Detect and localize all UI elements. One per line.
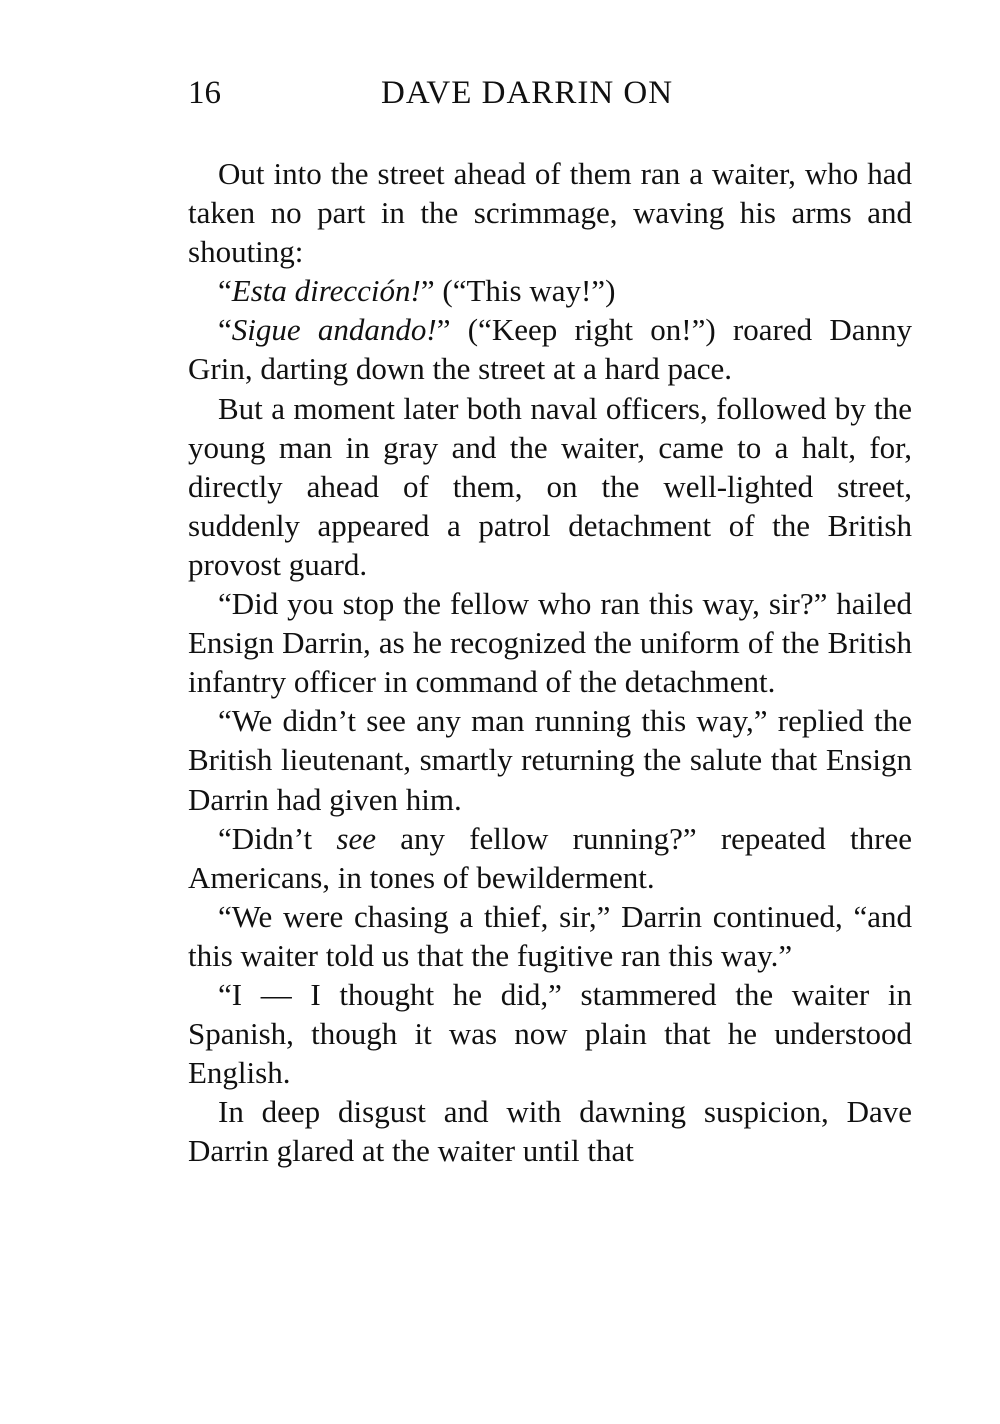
spanish-phrase: Sigue andando! <box>231 312 437 348</box>
paragraph-esta-direccion: “Esta dirección!” (“This way!”) <box>218 273 616 309</box>
paragraph-lieutenant-replies: “We didn’t see any man running this way,” replied the British lieutenant, smartly returning the salute that Ensign Darrin had given him. <box>188 703 912 817</box>
page-number: 16 <box>188 75 221 111</box>
running-head <box>188 70 912 116</box>
paragraph-americans-repeat: “Didn’t see any fellow running?” repeated three Americans, in tones of bewilderment. <box>188 820 912 895</box>
running-title: DAVE DARRIN ON <box>381 75 674 111</box>
body-text <box>188 154 912 1170</box>
paragraph-patrol-appears: But a moment later both naval officers, followed by the young man in gray and the waiter, came to a halt, for, directly ahead of them, on the well-lighted street, suddenly appeared a patrol detachment of the British provost guard. <box>188 390 912 582</box>
spanish-phrase: Esta dirección! <box>231 273 421 309</box>
paragraph-waiter-runs: Out into the street ahead of them ran a waiter, who had taken no part in the scrimmage, waving his arms and shouting: <box>188 156 912 270</box>
paragraph-waiter-stammers: “I — I thought he did,” stammered the waiter in Spanish, though it was now plain that he understood English. <box>188 976 912 1091</box>
paragraph-deep-disgust: In deep disgust and with dawning suspicion, Dave Darrin glared at the waiter until that <box>188 1094 912 1169</box>
paragraph-chasing-thief: “We were chasing a thief, sir,” Darrin continued, “and this waiter told us that the fugitive ran this way.” <box>188 898 912 973</box>
paragraph-darrin-hails: “Did you stop the fellow who ran this way, sir?” hailed Ensign Darrin, as he recognized the uniform of the British infantry officer in command of the detachment. <box>188 586 912 700</box>
emphasis-see: see <box>336 820 376 856</box>
paragraph-sigue-andando: “Sigue andando!” (“Keep right on!”) roared Danny Grin, darting down the street at a hard pace. <box>188 312 912 387</box>
